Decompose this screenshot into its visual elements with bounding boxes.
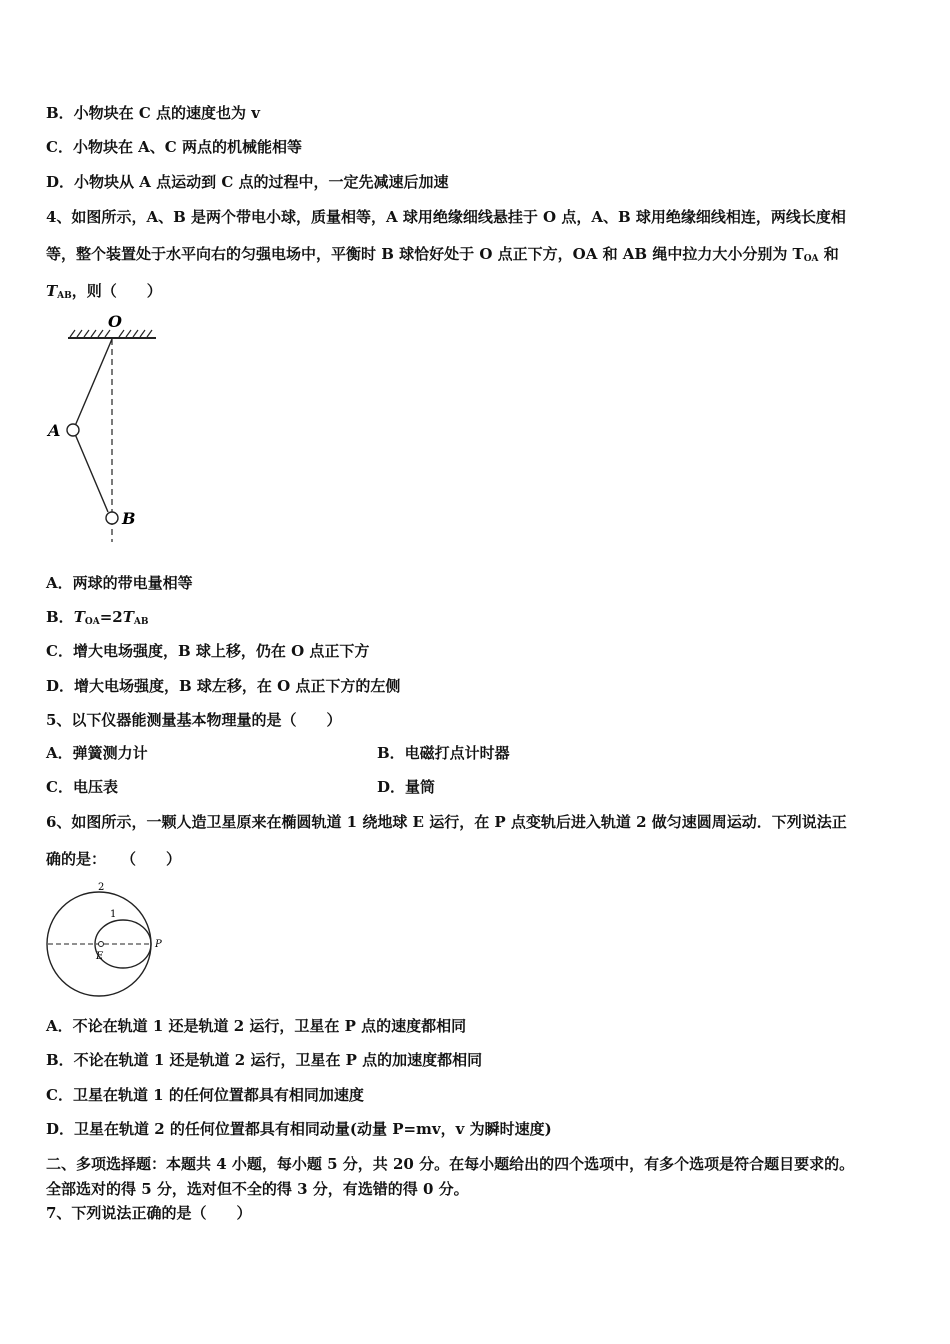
orbit-2-label: 2 bbox=[98, 882, 105, 893]
q5-stem: 5、以下仪器能测量基本物理量的是（ ） bbox=[46, 711, 342, 729]
q7-stem: 7、下列说法正确的是（ ） bbox=[46, 1204, 252, 1222]
ball-b bbox=[106, 512, 118, 524]
ball-a-label: A bbox=[48, 421, 61, 440]
orbit-1-label: 1 bbox=[110, 909, 117, 920]
q4-stem-line1: 4、如图所示，A、B 是两个带电小球，质量相等，A 球用绝缘细线悬挂于 O 点，A、B 球用绝缘细线相连，两线长度相 bbox=[46, 208, 846, 226]
q4-stem-line3: $T_{AB}$，则（ ） bbox=[46, 282, 162, 301]
ball-b-label: B bbox=[122, 509, 136, 528]
q6-stem-line1: 6、如图所示，一颗人造卫星原来在椭圆轨道 1 绕地球 E 运行，在 P 点变轨后进入轨道 2 做匀速圆周运动．下列说法正 bbox=[46, 813, 847, 831]
q6-option-c: C．卫星在轨道 1 的任何位置都具有相同加速度 bbox=[46, 1086, 364, 1104]
q4-option-d: D．增大电场强度，B 球左移，在 O 点正下方的左侧 bbox=[46, 677, 401, 695]
string-ab bbox=[75, 434, 108, 512]
q4-option-b: B．$T_{OA}=2T_{AB}$ bbox=[46, 608, 149, 627]
q6-option-d: D．卫星在轨道 2 的任何位置都具有相同动量(动量 P=mv，v 为瞬时速度) bbox=[46, 1120, 552, 1138]
q3-option-c: C．小物块在 A、C 两点的机械能相等 bbox=[46, 138, 302, 156]
q4-option-c: C．增大电场强度，B 球上移，仍在 O 点正下方 bbox=[46, 642, 370, 660]
point-o-label: O bbox=[108, 312, 122, 331]
section2-heading-line1: 二、多项选择题：本题共 4 小题，每小题 5 分，共 20 分。在每小题给出的四个选项中，有多个选项是符合题目要求的。 bbox=[46, 1155, 855, 1173]
q4-stem-line2: 等，整个装置处于水平向右的匀强电场中，平衡时 B 球恰好处于 O 点正下方，OA 和 AB 绳中拉力大小分别为 $T_{OA}$ 和 bbox=[46, 245, 839, 264]
point-p-label: P bbox=[155, 939, 162, 950]
q6-option-a: A．不论在轨道 1 还是轨道 2 运行，卫星在 P 点的速度都相同 bbox=[46, 1017, 467, 1035]
q5-option-c: C．电压表 bbox=[46, 778, 118, 796]
ceiling-hatching bbox=[70, 330, 152, 337]
ball-a bbox=[67, 424, 79, 436]
q5-option-a: A．弹簧测力计 bbox=[46, 744, 148, 762]
string-oa bbox=[75, 339, 112, 426]
section2-heading-line2: 全部选对的得 5 分，选对但不全的得 3 分，有选错的得 0 分。 bbox=[46, 1180, 469, 1198]
q3-option-b: B．小物块在 C 点的速度也为 v bbox=[46, 104, 261, 122]
q4-option-a: A．两球的带电量相等 bbox=[46, 574, 193, 592]
q4-pendulum-figure bbox=[40, 310, 170, 550]
q6-orbit-figure bbox=[44, 878, 174, 1008]
earth-point bbox=[99, 942, 104, 947]
q3-option-d: D．小物块从 A 点运动到 C 点的过程中，一定先减速后加速 bbox=[46, 173, 449, 191]
q5-option-d: D．量筒 bbox=[377, 778, 436, 796]
earth-label: E bbox=[96, 951, 104, 962]
q6-option-b: B．不论在轨道 1 还是轨道 2 运行，卫星在 P 点的加速度都相同 bbox=[46, 1051, 483, 1069]
q6-stem-line2: 确的是： （ ） bbox=[46, 850, 182, 868]
q5-option-b: B．电磁打点计时器 bbox=[377, 744, 510, 762]
